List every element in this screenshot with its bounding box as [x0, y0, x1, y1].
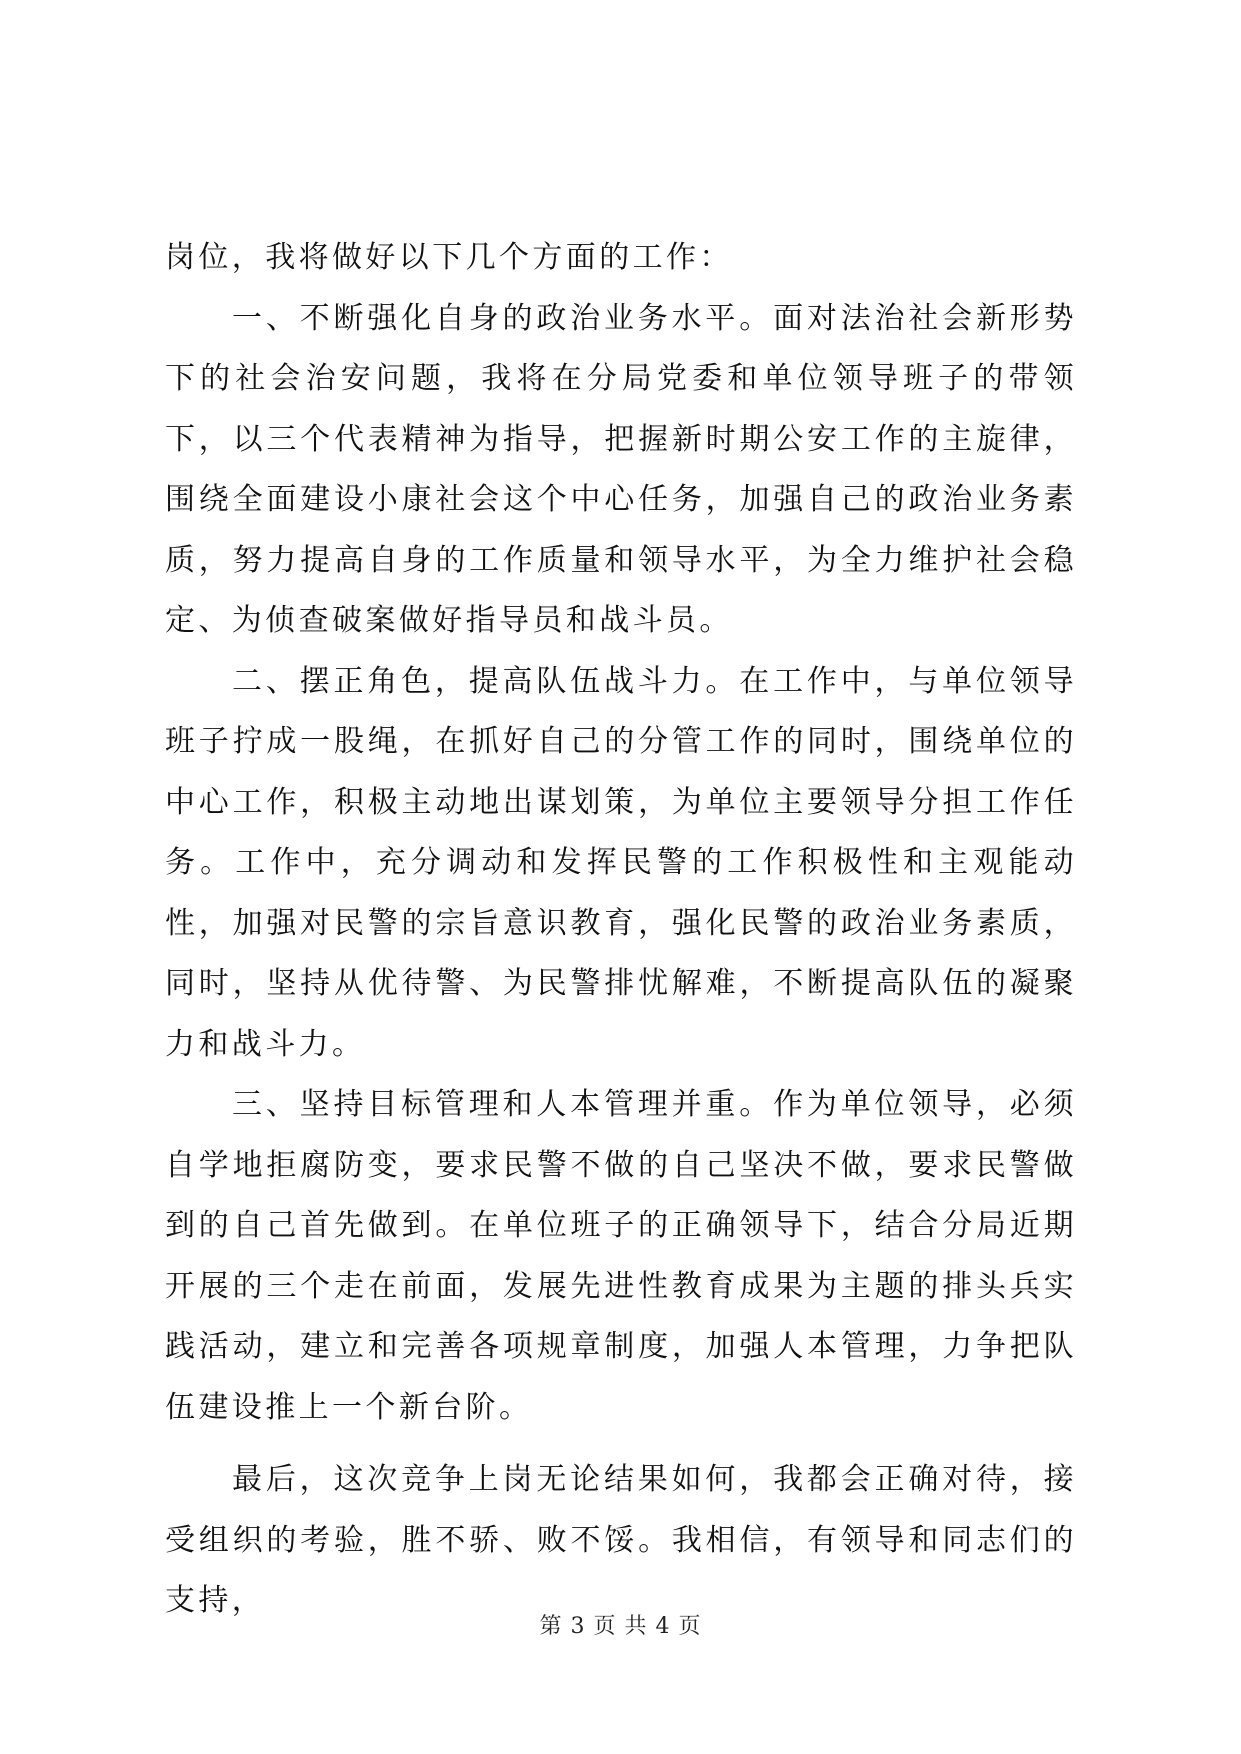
page-number-footer: 第 3 页 共 4 页 — [539, 1614, 702, 1639]
paragraph-point-three: 三、坚持目标管理和人本管理并重。作为单位领导，必须自学地拒腐防变，要求民警不做的自己坚决不做，要求民警做到的自己首先做到。在单位班子的正确领导下，结合分局近期开展的三个走在前面，发展先进性教育成果为主题的排头兵实践活动，建立和完善各项规章制度，加强人本管理，力争把队伍建设推上一个新台阶。 — [165, 1087, 1077, 1425]
paragraph-intro: 岗位，我将做好以下几个方面的工作： — [165, 240, 733, 275]
paragraph-point-one: 一、不断强化自身的政治业务水平。面对法治社会新形势下的社会治安问题，我将在分局党委和单位领导班子的带领下，以三个代表精神为指导，把握新时期公安工作的主旋律，围绕全面建设小康社会这个中心任务，加强自己的政治业务素质，努力提高自身的工作质量和领导水平，为全力维护社会稳定、为侦查破案做好指导员和战斗员。 — [165, 300, 1077, 638]
document-body — [165, 228, 1077, 1632]
paragraph-closing: 最后，这次竞争上岗无论结果如何，我都会正确对待，接受组织的考验，胜不骄、败不馁。我相信，有领导和同志们的支持， — [165, 1462, 1077, 1618]
paragraph-point-two: 二、摆正角色，提高队伍战斗力。在工作中，与单位领导班子拧成一股绳，在抓好自己的分管工作的同时，围绕单位的中心工作，积极主动地出谋划策，为单位主要领导分担工作任务。工作中，充分调动和发挥民警的工作积极性和主观能动性，加强对民警的宗旨意识教育，强化民警的政治业务素质，同时，坚持从优待警、为民警排忧解难，不断提高队伍的凝聚力和战斗力。 — [165, 663, 1077, 1062]
